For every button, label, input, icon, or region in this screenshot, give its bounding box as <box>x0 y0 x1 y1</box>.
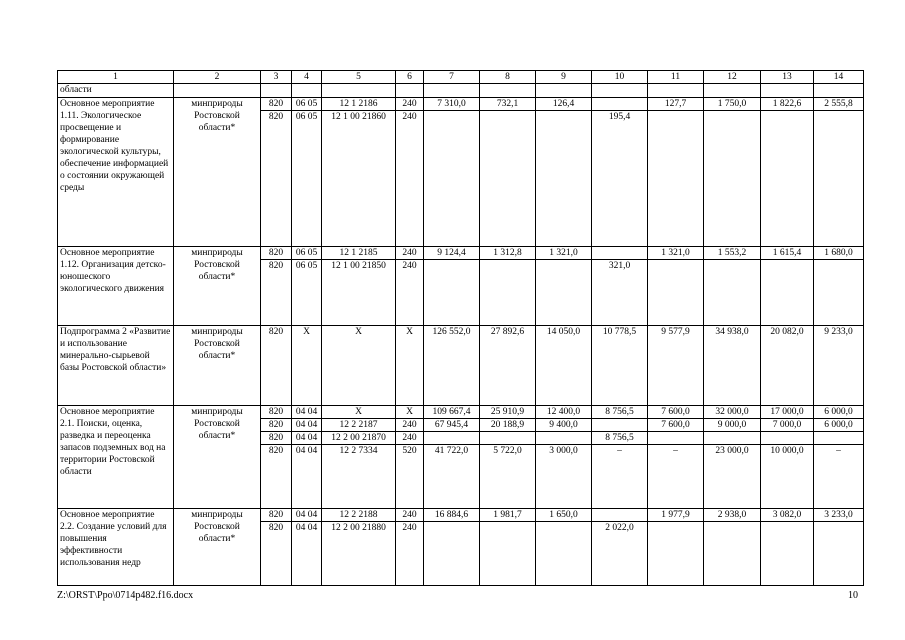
cell-c4: 04 04 <box>292 522 322 586</box>
cell-c8: 1 981,7 <box>480 509 536 522</box>
header-cell: 9 <box>536 71 592 84</box>
empty-cell <box>592 84 648 98</box>
cell-c8 <box>480 111 536 247</box>
cell-c11: 9 577,9 <box>648 326 704 406</box>
cell-c3: 820 <box>261 522 292 586</box>
cell-c11 <box>648 522 704 586</box>
cell-c12 <box>704 260 761 326</box>
cell-c9 <box>536 522 592 586</box>
cell-c4: 04 04 <box>292 419 322 432</box>
header-cell: 13 <box>761 71 814 84</box>
executor-cell: минприроды Ростовской области* <box>174 406 261 509</box>
empty-cell <box>292 84 322 98</box>
page-number: 10 <box>848 590 858 601</box>
empty-cell <box>814 84 864 98</box>
cell-c9: 126,4 <box>536 98 592 111</box>
cell-c14 <box>814 522 864 586</box>
cell-c14: 6 000,0 <box>814 419 864 432</box>
cell-c13 <box>761 432 814 445</box>
continuation-text: области <box>58 84 174 98</box>
cell-c13: 10 000,0 <box>761 445 814 509</box>
cell-c11 <box>648 432 704 445</box>
footer-file-path: Z:\ORST\Ppo\0714p482.f16.docx <box>57 590 194 601</box>
cell-c6: 240 <box>396 111 424 247</box>
cell-c12 <box>704 522 761 586</box>
cell-c9: 3 000,0 <box>536 445 592 509</box>
cell-c10: 195,4 <box>592 111 648 247</box>
cell-c7: 9 124,4 <box>424 247 480 260</box>
cell-c9 <box>536 432 592 445</box>
cell-c5: 12 2 2188 <box>322 509 396 522</box>
cell-c13: 17 000,0 <box>761 406 814 419</box>
executor-cell: минприроды Ростовской области* <box>174 98 261 247</box>
empty-cell <box>322 84 396 98</box>
cell-c9: 1 321,0 <box>536 247 592 260</box>
cell-c4: 06 05 <box>292 260 322 326</box>
cell-c5: 12 2 00 21870 <box>322 432 396 445</box>
cell-c9 <box>536 260 592 326</box>
cell-c14: 9 233,0 <box>814 326 864 406</box>
cell-c4: 04 04 <box>292 445 322 509</box>
cell-c3: 820 <box>261 247 292 260</box>
cell-c11: 7 600,0 <box>648 419 704 432</box>
cell-c7: 16 884,6 <box>424 509 480 522</box>
cell-c9: 9 400,0 <box>536 419 592 432</box>
cell-c10: 10 778,5 <box>592 326 648 406</box>
cell-c7 <box>424 432 480 445</box>
cell-c5: 12 1 00 21860 <box>322 111 396 247</box>
activity-name: Основное мероприятие 1.12. Организация детско-юношеского экологического движения <box>58 247 174 326</box>
header-cell: 14 <box>814 71 864 84</box>
activity-name: Основное мероприятие 1.11. Экологическое просвещение и формирование экологической культуры, обеспечение информацией о состоянии окружающей среды <box>58 98 174 247</box>
cell-c3: 820 <box>261 111 292 247</box>
cell-c8: 732,1 <box>480 98 536 111</box>
header-cell: 5 <box>322 71 396 84</box>
cell-c6: 240 <box>396 522 424 586</box>
cell-c12: 2 938,0 <box>704 509 761 522</box>
cell-c12: 1 553,2 <box>704 247 761 260</box>
cell-c3: 820 <box>261 445 292 509</box>
header-cell: 1 <box>58 71 174 84</box>
cell-c14 <box>814 432 864 445</box>
activity-name: Подпрограмма 2 «Развитие и использование минерально-сырьевой базы Ростовской области» <box>58 326 174 406</box>
cell-c12 <box>704 432 761 445</box>
empty-cell <box>174 84 261 98</box>
cell-c10: 2 022,0 <box>592 522 648 586</box>
cell-c14: – <box>814 445 864 509</box>
executor-cell: минприроды Ростовской области* <box>174 509 261 586</box>
cell-c5: Х <box>322 406 396 419</box>
cell-c13: 1 615,4 <box>761 247 814 260</box>
cell-c10 <box>592 98 648 111</box>
cell-c14 <box>814 111 864 247</box>
cell-c6: Х <box>396 406 424 419</box>
budget-table <box>57 70 864 586</box>
cell-c6: Х <box>396 326 424 406</box>
continuation-row <box>58 84 864 98</box>
cell-c7: 109 667,4 <box>424 406 480 419</box>
cell-c12: 1 750,0 <box>704 98 761 111</box>
empty-cell <box>396 84 424 98</box>
cell-c12: 32 000,0 <box>704 406 761 419</box>
empty-cell <box>648 84 704 98</box>
cell-c14: 3 233,0 <box>814 509 864 522</box>
cell-c8: 27 892,6 <box>480 326 536 406</box>
cell-c13: 7 000,0 <box>761 419 814 432</box>
cell-c5: 12 1 2185 <box>322 247 396 260</box>
cell-c8: 20 188,9 <box>480 419 536 432</box>
cell-c11: 7 600,0 <box>648 406 704 419</box>
cell-c6: 240 <box>396 260 424 326</box>
cell-c12 <box>704 111 761 247</box>
cell-c13 <box>761 260 814 326</box>
cell-c3: 820 <box>261 260 292 326</box>
cell-c10 <box>592 419 648 432</box>
header-cell: 2 <box>174 71 261 84</box>
cell-c6: 240 <box>396 247 424 260</box>
cell-c14: 6 000,0 <box>814 406 864 419</box>
cell-c5: 12 1 00 21850 <box>322 260 396 326</box>
cell-c4: 06 05 <box>292 98 322 111</box>
cell-c11: 1 321,0 <box>648 247 704 260</box>
cell-c13: 3 082,0 <box>761 509 814 522</box>
cell-c5: 12 2 7334 <box>322 445 396 509</box>
activity-name: Основное мероприятие 2.2. Создание условий для повышения эффективности использования недр <box>58 509 174 586</box>
cell-c13: 1 822,6 <box>761 98 814 111</box>
cell-c3: 820 <box>261 509 292 522</box>
cell-c14: 1 680,0 <box>814 247 864 260</box>
empty-cell <box>761 84 814 98</box>
cell-c9: 12 400,0 <box>536 406 592 419</box>
cell-c5: 12 2 00 21880 <box>322 522 396 586</box>
cell-c5: Х <box>322 326 396 406</box>
cell-c10: 8 756,5 <box>592 406 648 419</box>
empty-cell <box>424 84 480 98</box>
cell-c6: 240 <box>396 509 424 522</box>
cell-c6: 240 <box>396 98 424 111</box>
cell-c7 <box>424 260 480 326</box>
cell-c4: 04 04 <box>292 509 322 522</box>
cell-c13 <box>761 111 814 247</box>
cell-c4: 04 04 <box>292 406 322 419</box>
table-row <box>58 509 864 522</box>
header-cell: 10 <box>592 71 648 84</box>
cell-c12: 9 000,0 <box>704 419 761 432</box>
cell-c7: 67 945,4 <box>424 419 480 432</box>
cell-c9 <box>536 111 592 247</box>
table-row <box>58 406 864 419</box>
executor-cell: минприроды Ростовской области* <box>174 326 261 406</box>
cell-c10 <box>592 509 648 522</box>
header-cell: 12 <box>704 71 761 84</box>
header-cell: 3 <box>261 71 292 84</box>
cell-c7 <box>424 111 480 247</box>
cell-c10 <box>592 247 648 260</box>
cell-c11 <box>648 260 704 326</box>
cell-c11: – <box>648 445 704 509</box>
cell-c8 <box>480 432 536 445</box>
table-row <box>58 98 864 111</box>
table-row <box>58 326 864 406</box>
cell-c8 <box>480 260 536 326</box>
cell-c11 <box>648 111 704 247</box>
empty-cell <box>480 84 536 98</box>
cell-c3: 820 <box>261 326 292 406</box>
cell-c14 <box>814 260 864 326</box>
cell-c12: 23 000,0 <box>704 445 761 509</box>
table-row <box>58 247 864 260</box>
cell-c13: 20 082,0 <box>761 326 814 406</box>
header-cell: 7 <box>424 71 480 84</box>
cell-c4: 06 05 <box>292 247 322 260</box>
cell-c6: 520 <box>396 445 424 509</box>
cell-c3: 820 <box>261 406 292 419</box>
cell-c10: 8 756,5 <box>592 432 648 445</box>
cell-c8: 25 910,9 <box>480 406 536 419</box>
cell-c5: 12 1 2186 <box>322 98 396 111</box>
header-cell: 4 <box>292 71 322 84</box>
cell-c7 <box>424 522 480 586</box>
cell-c8: 5 722,0 <box>480 445 536 509</box>
cell-c4: 04 04 <box>292 432 322 445</box>
cell-c4: 06 05 <box>292 111 322 247</box>
empty-cell <box>704 84 761 98</box>
cell-c6: 240 <box>396 419 424 432</box>
cell-c6: 240 <box>396 432 424 445</box>
cell-c7: 126 552,0 <box>424 326 480 406</box>
header-row <box>58 71 864 84</box>
cell-c5: 12 2 2187 <box>322 419 396 432</box>
cell-c8: 1 312,8 <box>480 247 536 260</box>
cell-c13 <box>761 522 814 586</box>
cell-c10: – <box>592 445 648 509</box>
header-cell: 8 <box>480 71 536 84</box>
cell-c3: 820 <box>261 98 292 111</box>
header-cell: 6 <box>396 71 424 84</box>
cell-c3: 820 <box>261 419 292 432</box>
cell-c3: 820 <box>261 432 292 445</box>
cell-c9: 14 050,0 <box>536 326 592 406</box>
cell-c9: 1 650,0 <box>536 509 592 522</box>
cell-c8 <box>480 522 536 586</box>
cell-c11: 127,7 <box>648 98 704 111</box>
cell-c12: 34 938,0 <box>704 326 761 406</box>
cell-c10: 321,0 <box>592 260 648 326</box>
cell-c7: 7 310,0 <box>424 98 480 111</box>
header-cell: 11 <box>648 71 704 84</box>
cell-c11: 1 977,9 <box>648 509 704 522</box>
empty-cell <box>261 84 292 98</box>
cell-c7: 41 722,0 <box>424 445 480 509</box>
activity-name: Основное мероприятие 2.1. Поиски, оценка, разведка и переоценка запасов подземных вод на территории Ростовской области <box>58 406 174 509</box>
empty-cell <box>536 84 592 98</box>
cell-c4: Х <box>292 326 322 406</box>
executor-cell: минприроды Ростовской области* <box>174 247 261 326</box>
cell-c14: 2 555,8 <box>814 98 864 111</box>
